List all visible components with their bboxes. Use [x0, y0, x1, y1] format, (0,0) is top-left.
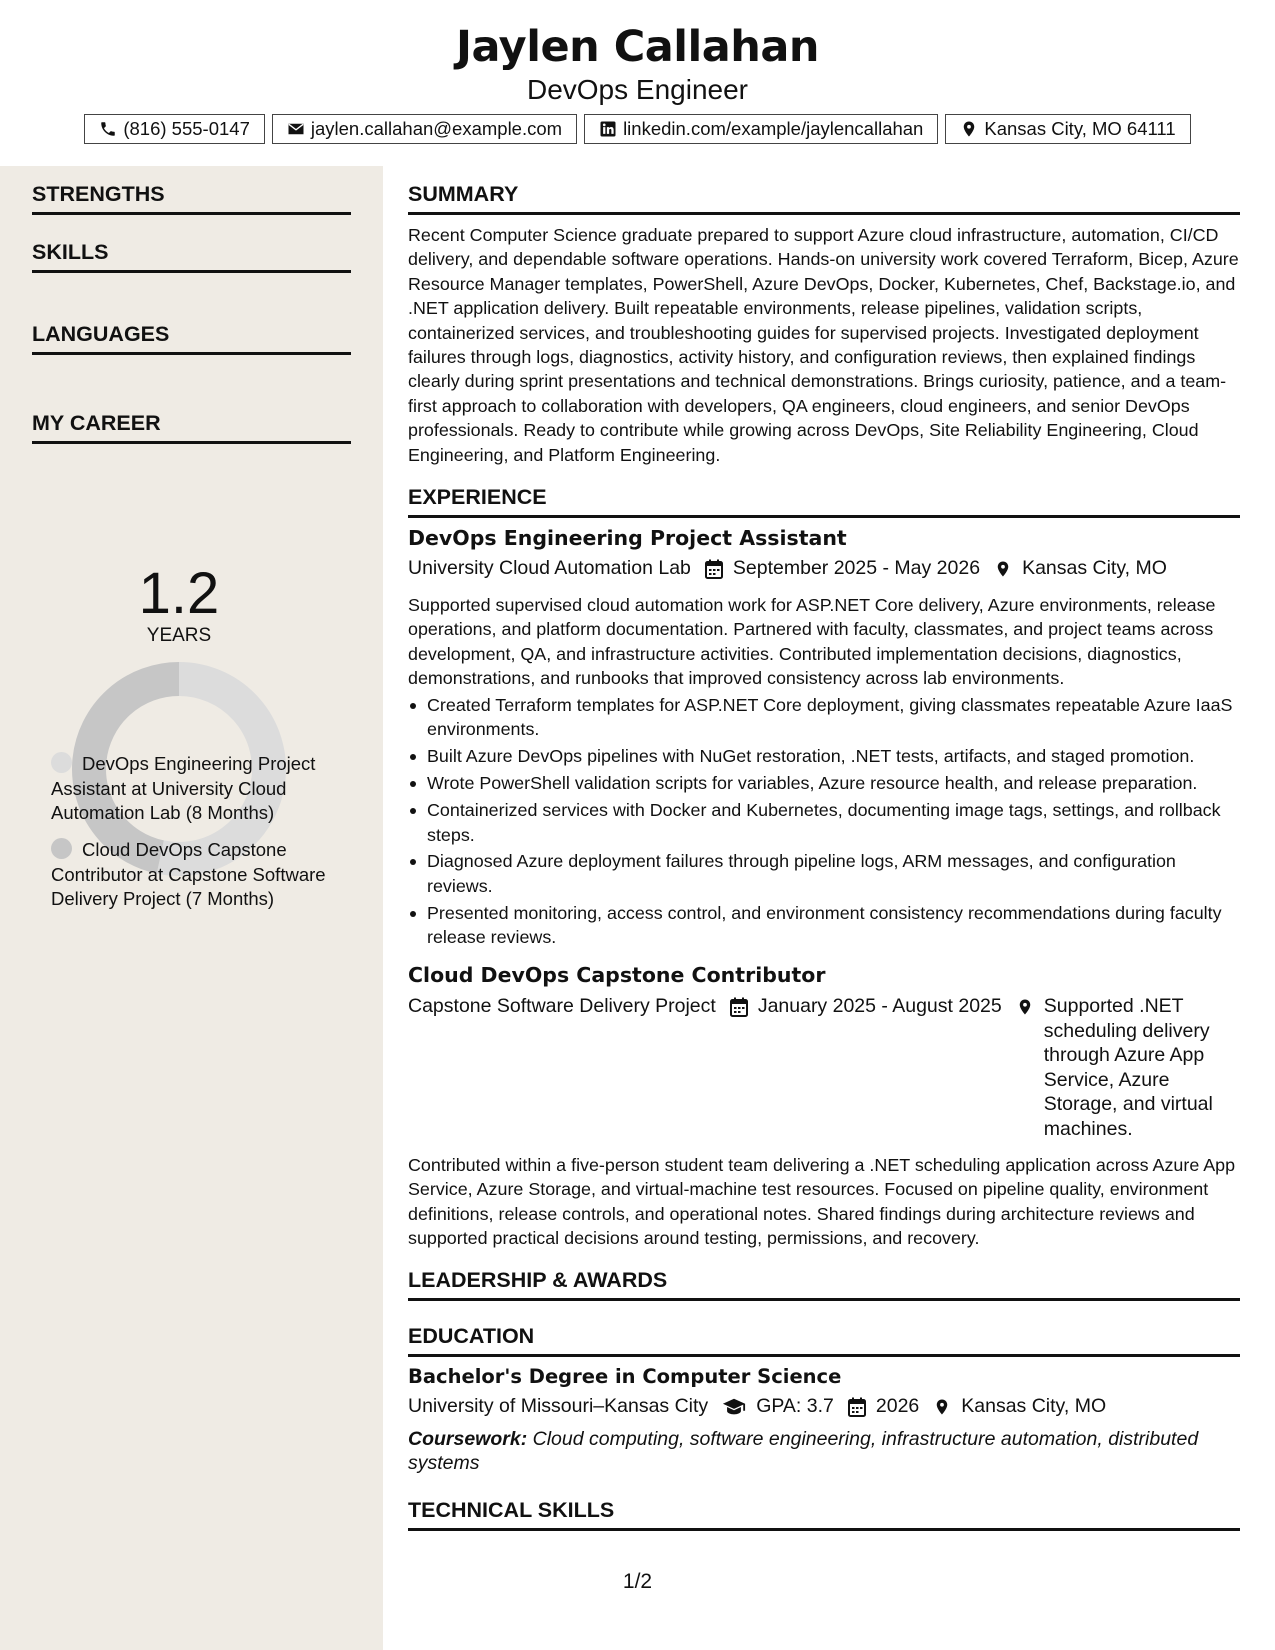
experience-heading: EXPERIENCE — [408, 485, 1240, 518]
school-name: University of Missouri–Kansas City — [408, 1395, 709, 1417]
career-years-unit: YEARS — [146, 625, 212, 646]
job-location: Supported .NET scheduling delivery through Azure App Service, Azure Storage, and virtual machines. — [1043, 995, 1213, 1140]
job-location: Kansas City, MO — [1022, 557, 1167, 579]
graduation-cap-icon — [722, 1397, 746, 1417]
job-org: Capstone Software Delivery Project — [408, 995, 716, 1017]
contact-bar — [0, 114, 1275, 144]
career-years-value: 1.2 — [138, 561, 220, 626]
job-dates: September 2025 - May 2026 — [732, 557, 981, 579]
contact-email[interactable] — [272, 114, 577, 144]
list-item: Created Terraform templates for ASP.NET Core deployment, giving classmates repeatable Azure IaaS environments. — [408, 693, 1240, 742]
gpa: GPA: 3.7 — [756, 1395, 834, 1417]
school-location: Kansas City, MO — [961, 1395, 1107, 1417]
job-description: Contributed within a five-person student team delivering a .NET scheduling application across Azure App Service, Azure Storage, and virtual-machine test resources. Focused on pipeline quality, environment definitions, release controls, and operational notes. Shared findings during architecture reviews and supported practical decisions around testing, permissions, and recovery. — [408, 1155, 1236, 1249]
contact-linkedin[interactable] — [584, 114, 938, 144]
education-meta — [408, 1395, 1240, 1418]
technical-skills-heading: TECHNICAL SKILLS — [408, 1498, 1240, 1531]
skills-heading: SKILLS — [32, 240, 351, 273]
location-text: Kansas City, MO 64111 — [984, 118, 1176, 139]
calendar-icon — [705, 559, 723, 579]
phone-text: (816) 555-0147 — [123, 118, 250, 139]
contact-location[interactable] — [945, 114, 1190, 144]
languages-heading: LANGUAGES — [32, 322, 351, 355]
contact-phone[interactable] — [84, 114, 265, 144]
career-item — [51, 752, 341, 826]
phone-icon — [99, 120, 117, 138]
graduation-year: 2026 — [875, 1395, 920, 1417]
career-item-text: DevOps Engineering Project Assistant at University Cloud Automation Lab (8 Months) — [51, 753, 316, 823]
job-description: Supported supervised cloud automation work for ASP.NET Core delivery, Azure environments, release operations, and platform documentation. Partnered with faculty, classmates, and project teams across development, QA, and infrastructure activities. Contributed implementation decisions, diagnostics, demonstrations, and runbooks that improved consistency across lab environments. — [408, 595, 1216, 689]
sidebar — [0, 166, 383, 1650]
career-heading: MY CAREER — [32, 411, 351, 444]
career-item-text: Cloud DevOps Capstone Contributor at Capstone Software Delivery Project (7 Months) — [51, 839, 326, 909]
list-item: Wrote PowerShell validation scripts for variables, Azure resource health, and release preparation. — [408, 771, 1240, 795]
job-title: Cloud DevOps Capstone Contributor — [408, 963, 826, 987]
linkedin-text: linkedin.com/example/jaylencallahan — [623, 118, 924, 139]
resume-header — [0, 0, 1275, 166]
job-title: DevOps Engineering Project Assistant — [408, 526, 847, 550]
coursework — [408, 1427, 1240, 1475]
page-number: 1/2 — [622, 1570, 653, 1593]
degree-title: Bachelor's Degree in Computer Science — [408, 1365, 842, 1388]
coursework-label: Coursework: — [408, 1428, 528, 1450]
career-item — [51, 838, 341, 912]
list-item: Containerized services with Docker and Kubernetes, documenting image tags, settings, and rollback steps. — [408, 798, 1240, 847]
job-bullets — [408, 693, 1240, 952]
map-pin-icon — [994, 559, 1012, 579]
strengths-heading: STRENGTHS — [32, 182, 351, 215]
envelope-icon — [287, 120, 305, 138]
map-pin-icon — [1016, 997, 1034, 1017]
career-dot — [51, 752, 72, 773]
list-item: Presented monitoring, access control, and environment consistency recommendations during faculty release reviews. — [408, 901, 1240, 950]
leadership-heading: LEADERSHIP & AWARDS — [408, 1268, 1240, 1301]
job-dates: January 2025 - August 2025 — [757, 995, 1002, 1017]
job-meta — [408, 995, 1240, 1141]
list-item: Built Azure DevOps pipelines with NuGet restoration, .NET tests, artifacts, and staged promotion. — [408, 744, 1240, 768]
education-heading: EDUCATION — [408, 1324, 1240, 1357]
summary-heading: SUMMARY — [408, 182, 1240, 215]
calendar-icon — [848, 1397, 866, 1417]
calendar-icon — [730, 997, 748, 1017]
job-org: University Cloud Automation Lab — [408, 557, 691, 579]
candidate-name: Jaylen Callahan — [455, 22, 820, 72]
career-dot — [51, 838, 72, 859]
summary-text: Recent Computer Science graduate prepared to support Azure cloud infrastructure, automation, CI/CD delivery, and dependable software operations. Hands-on university work covered Terraform, Bicep, Azure Resource Manager templates, PowerShell, Azure DevOps, Docker, Kubernetes, Chef, Backstage.io, and .NET application delivery. Built repeatable environments, release pipelines, validation scripts, containerized services, and troubleshooting guides for supervised projects. Investigated deployment failures through logs, diagnostics, activity history, and configuration reviews, then explained findings clearly during sprint presentations and technical demonstrations. Brings curiosity, patience, and a team-first approach to collaboration with developers, QA engineers, cloud engineers, and senior DevOps professionals. Ready to contribute while growing across DevOps, Site Reliability Engineering, Cloud Engineering, and Platform Engineering. — [408, 225, 1239, 465]
list-item: Diagnosed Azure deployment failures through pipeline logs, ARM messages, and configuration reviews. — [408, 849, 1240, 898]
map-pin-icon — [960, 120, 978, 138]
linkedin-icon — [599, 120, 617, 138]
job-meta — [408, 557, 1240, 580]
coursework-text: Cloud computing, software engineering, infrastructure automation, distributed systems — [408, 1428, 1199, 1474]
candidate-role: DevOps Engineer — [526, 74, 748, 105]
map-pin-icon — [933, 1397, 951, 1417]
email-text: jaylen.callahan@example.com — [310, 118, 563, 139]
